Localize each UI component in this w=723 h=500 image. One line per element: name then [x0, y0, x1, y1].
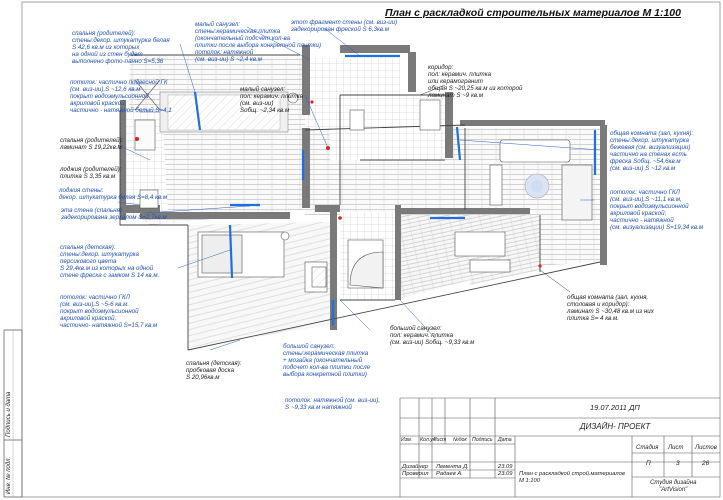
title-block-date: 19.07.2011 ДП [590, 403, 640, 412]
note-kids-walls: спальня (детская): стены:декор. штукатурка персикового цвета S 29,4кв.м из которых на одной стене фреска с замком S 14 кв.м. [60, 244, 160, 280]
col-doc: №док [453, 437, 467, 443]
note-loggia-walls: лоджия стены: декор. штукатурка белая S=8,4 кв.м [59, 187, 168, 202]
note-kids-ceiling: потолок: частично ГКЛ (см. виз-ии),S ~5-6 кв.м. покрыт водоэмульсионной акриловой краской, частично- натяжной S=15,7 кв.м [60, 294, 158, 330]
drawing-title: План с раскладкой строительных материалов М 1:100 [385, 7, 681, 19]
checker-date: 23.09 [498, 471, 513, 477]
sheets-value: 26 [702, 460, 710, 467]
col-list: Лист [433, 437, 447, 443]
checker-role: Проверил [402, 471, 429, 477]
designer-name: Лемента Д. [436, 464, 469, 470]
note-kids-floor: спальня (детская): пробковая доска S 20,96кв.м [186, 360, 242, 382]
col-kol-uch: Кол.уч [420, 437, 436, 443]
studio-name: Студия дизайна "ArtVision" [650, 480, 697, 493]
note-parents-bedroom-ceiling: потолок: частично подвесной ГК (см. виз-ии),S ~12,6 кв.м покрыт водоэмульсионной акриловой краской, частично - натяжной белый S=4,1 [70, 79, 172, 115]
note-living-floor: общая комната (зал, кухня, столовая и коридор): ламинат S ~30,48 кв.м из них плитка S= 4 кв.м. [567, 294, 654, 323]
col-date: Дата [498, 437, 512, 443]
note-big-bath-walls: большой санузел: стены:керамическая плитка + мозайка (окончательный подсчет кол-ва плитки после выбора конкретной плитки) [283, 343, 371, 379]
note-parents-bedroom-walls: спальня (родителей): стены:декор. штукатурка белая S 42,6 кв.м из которых на одной из стен будет выполнено фото-панно S=5,36 [72, 30, 170, 66]
note-living-walls: общая комната (зал, кухня): стены:декор. штукатурка бежевая (см. визуализации) частично на стенах есть фреска Sобщ. ~54,6кв.м (см. виз-ии) S ~12 кв.м [610, 130, 694, 173]
note-mirror-wall: эта стена (спальня) задекорирована зеркалом S=2,7кв.м [61, 207, 167, 222]
note-living-ceiling: потолок: частично ГКЛ (см. виз-ии),S ~11,1 кв.м, покрыт водоэмульсионной акриловой краской; частично - натяжной (см. визуализации) S=19,34 кв.м [610, 189, 704, 232]
side-inventory-label: Инв. № подл. [6, 456, 12, 494]
checker-name: Радаев А. [436, 471, 463, 477]
designer-date: 23.09 [498, 464, 513, 470]
sheet-header: Лист [668, 445, 684, 451]
note-fresco-fragment: этот фрагмент стены (см. виз-ии) задекорирован фреской S 6,3кв.м [291, 19, 398, 34]
col-signature: Подпись [472, 437, 493, 443]
note-big-bath-floor: большой санузел: пол: керамич. плитка (см. виз-ии) Sобщ. ~9,33 кв.м [390, 325, 475, 347]
note-small-bath-walls: малый санузел: стены:керамическая плитка (окончательный подсчет кол-ва плитки после выбора конкретной плитки) потолок: натяжной (см. виз-ии) S ~2,4 кв.м [195, 21, 322, 64]
designer-role: Дизайнер [402, 464, 429, 470]
col-izm: Изм. [401, 437, 413, 443]
note-parents-bedroom-floor: спальня (родителей): ламинат S 19,22кв.м [60, 137, 124, 152]
side-signature-label: Подпись и дата [6, 391, 12, 437]
note-corridor: коридор: пол: керамич. плитка или керамогранит общая S ~20,25 кв.м из которой ламинат S ~9 кв.м [428, 64, 523, 100]
stage-value: П [646, 460, 651, 467]
sheets-header: Листов [695, 445, 717, 451]
title-block-project: ДИЗАЙН- ПРОЕКТ [580, 422, 651, 431]
drawing-name: План с раскладкой строй.материалов М 1:100 [519, 471, 625, 484]
sheet-value: 3 [676, 460, 680, 467]
note-small-bath-floor: малый санузел: пол: керамич. плитка (см. виз-ии) Sобщ. ~2,34 кв.м [240, 86, 304, 115]
stage-header: Стадия [636, 445, 659, 451]
note-big-bath-ceiling: потолок: натяжной (см. виз-ии), S ~9,33 кв.м натяжной [285, 397, 381, 412]
note-loggia-floor: лоджия (родителей): плитка S 3,35 кв.м [60, 166, 122, 181]
